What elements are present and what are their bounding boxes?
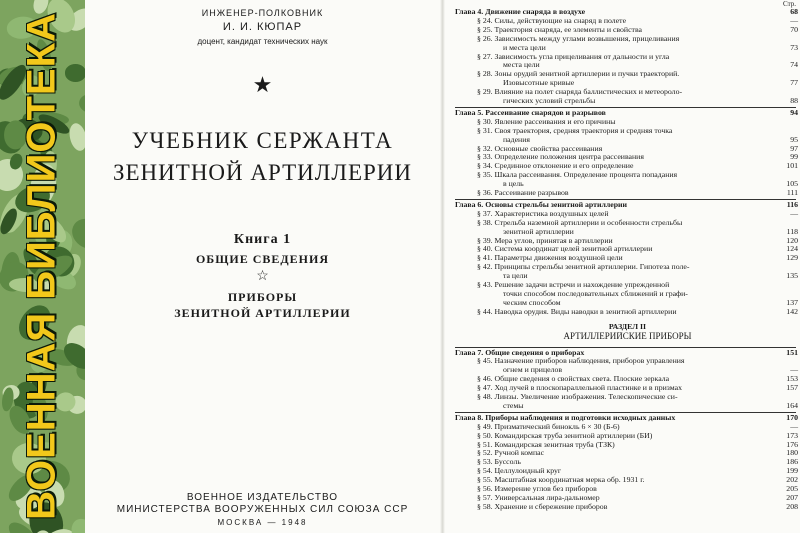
toc-text: § 56. Измерение углов без приборов <box>477 485 597 493</box>
toc-text: АРТИЛЛЕРИЙСКИЕ ПРИБОРЫ <box>563 331 692 340</box>
toc-page-number: 94 <box>790 107 798 117</box>
star-emblem-icon: ★ <box>252 72 273 97</box>
toc-text: РАЗДЕЛ II <box>608 322 647 331</box>
toc-divider <box>455 199 796 200</box>
publisher-line1: ВОЕННОЕ ИЗДАТЕЛЬСТВО <box>186 492 339 503</box>
toc-item <box>455 70 800 78</box>
toc-text: § 48. Линзы. Увеличение изображения. Телескопические си- <box>477 393 678 401</box>
toc-item <box>455 136 800 144</box>
toc-item <box>455 281 800 289</box>
toc-text: Глава 5. Рассеивание снарядов и разрывов <box>455 108 606 117</box>
toc-page-number: 70 <box>790 24 798 34</box>
toc-item <box>455 127 800 135</box>
toc-page-number: 164 <box>786 400 798 410</box>
toc-item <box>455 375 800 383</box>
toc-page-number: 129 <box>786 253 798 263</box>
toc-text: § 37. Характеристика воздушных целей <box>477 209 609 218</box>
toc-item <box>455 458 800 466</box>
toc-text: § 33. Определение положения центра рассеивания <box>477 153 644 162</box>
camo-blob <box>65 64 85 81</box>
toc-page-number: 173 <box>786 430 798 440</box>
toc-text: § 28. Зоны орудий зенитной артиллерии и пучки траекторий. <box>477 70 680 79</box>
toc-text: § 52. Ручной компас <box>477 449 545 458</box>
toc-page-number: — <box>790 208 798 218</box>
toc-section-heading <box>455 332 800 340</box>
author-degree: доцент, кандидат технических наук <box>197 37 328 46</box>
toc-divider <box>455 412 796 413</box>
toc-text: § 55. Масштабная координатная мерка обр. 1931 г. <box>477 476 645 485</box>
toc-text: § 45. Назначение приборов наблюдения, приборов управления <box>477 357 685 366</box>
toc-text: та цели <box>503 272 528 281</box>
toc-page-number: 74 <box>790 60 798 70</box>
toc-item <box>455 432 800 440</box>
toc-text: § 51. Командирская зенитная труба (ТЗК) <box>477 440 615 449</box>
toc-section-heading <box>455 323 800 331</box>
toc-page-number: 111 <box>786 188 798 197</box>
toc-text: § 29. Влияние на полет снаряда баллистических и метеороло- <box>477 88 683 97</box>
toc-page-number: 137 <box>786 297 798 307</box>
toc-divider <box>455 347 796 348</box>
toc-text: § 54. Целлулоидный круг <box>477 467 562 476</box>
toc-item <box>455 97 800 105</box>
toc-text: § 39. Мера углов, принятая в артиллерии <box>477 236 613 245</box>
toc-text: § 50. Командирская труба зенитной артиллерии (БИ) <box>477 431 653 440</box>
toc-item <box>455 118 800 126</box>
toc-page-number: — <box>790 15 798 25</box>
toc-item <box>455 441 800 449</box>
toc-item <box>455 402 800 410</box>
toc-text: § 31. Своя траектория, средняя траектория и средняя точка <box>477 126 673 135</box>
toc-item <box>455 53 800 61</box>
toc-item <box>455 503 800 511</box>
toc-text: Глава 7. Общие сведения о приборах <box>455 348 585 357</box>
toc-item <box>455 357 800 365</box>
camo-blob <box>78 93 85 114</box>
author-rank: ИНЖЕНЕР-ПОЛКОВНИК <box>201 8 324 18</box>
toc-page-number: 68 <box>790 7 798 16</box>
toc-item <box>455 79 800 87</box>
toc-item <box>455 189 800 197</box>
toc-item <box>455 384 800 392</box>
toc-item <box>455 88 800 96</box>
toc-page-number: 208 <box>786 501 798 511</box>
toc-item <box>455 449 800 457</box>
toc-page-number: 176 <box>786 439 798 449</box>
toc-chapter <box>455 109 800 117</box>
toc-page-number: 124 <box>786 244 798 254</box>
title-page <box>85 0 440 533</box>
toc-page-number: 135 <box>786 271 798 281</box>
toc-text: ческим способом <box>503 298 561 307</box>
toc-page-number: 205 <box>786 484 798 493</box>
toc-item <box>455 393 800 401</box>
toc-item <box>455 423 800 431</box>
toc-page-number: 77 <box>790 78 798 88</box>
subtitle-general: ОБЩИЕ СВЕДЕНИЯ <box>195 252 330 266</box>
toc-page-number: 101 <box>786 161 798 171</box>
toc-text: § 41. Параметры движения воздушной цели <box>477 254 623 263</box>
toc-text: Глава 6. Основы стрельбы зенитной артиллерии <box>455 200 628 209</box>
toc-text: в цель <box>503 180 524 189</box>
small-star-icon: ☆ <box>256 269 269 284</box>
toc-page-number: 157 <box>786 383 798 393</box>
toc-item <box>455 26 800 34</box>
toc-page-number: 99 <box>790 152 798 162</box>
banner-title: ВОЕННАЯ БИБЛИОТЕКА <box>19 12 64 520</box>
toc-text: § 32. Основные свойства рассеивания <box>477 144 603 153</box>
toc-item <box>455 299 800 307</box>
page-column-label: Стр. <box>783 0 796 8</box>
toc-page-number: 120 <box>786 235 798 245</box>
toc-item <box>455 494 800 502</box>
toc-chapter <box>455 201 800 209</box>
toc-item <box>455 308 800 316</box>
toc-text: § 42. Принципы стрельбы зенитной артиллерии. Гипотеза поле- <box>477 263 690 272</box>
toc-text: Глава 4. Движение снаряда в воздухе <box>455 8 586 16</box>
toc-text: § 46. Общие сведения о свойствах света. Плоские зеркала <box>477 375 670 384</box>
toc-text: гических условий стрельбы <box>503 97 596 105</box>
toc-item <box>455 171 800 179</box>
toc-item <box>455 237 800 245</box>
toc-item <box>455 263 800 271</box>
toc-text: стемы <box>503 401 524 410</box>
book-title-line2: ЗЕНИТНОЙ АРТИЛЛЕРИИ <box>112 160 413 185</box>
toc-item <box>455 162 800 170</box>
toc-text: § 25. Траектория снаряда, ее элементы и свойства <box>477 25 643 34</box>
toc-text: падения <box>503 135 530 144</box>
toc-page-number: 142 <box>786 306 798 316</box>
toc-text: § 40. Система координат целей зенитной артиллерии <box>477 245 653 254</box>
toc-text: § 24. Силы, действующие на снаряд в полете <box>477 16 627 25</box>
toc-text: точки способом последовательных сближений и графи- <box>503 289 688 298</box>
toc-chapter <box>455 349 800 357</box>
toc-item <box>455 180 800 188</box>
toc-item <box>455 210 800 218</box>
toc-page-number: — <box>790 365 798 375</box>
toc-item <box>455 228 800 236</box>
toc-page-number: — <box>790 421 798 431</box>
toc-page-number: 116 <box>786 199 798 209</box>
toc-divider <box>455 107 796 108</box>
toc-page-number: 170 <box>786 412 798 422</box>
toc-text: зенитной артиллерии <box>503 227 574 236</box>
toc-page-number: 97 <box>790 143 798 153</box>
toc-text: и места цели <box>503 43 546 52</box>
toc-item <box>455 272 800 280</box>
toc-item <box>455 485 800 493</box>
toc-chapter <box>455 8 800 16</box>
toc-item <box>455 476 800 484</box>
toc-item <box>455 61 800 69</box>
toc-page-number: 105 <box>786 179 798 189</box>
publisher-city-year: МОСКВА — 1948 <box>217 518 308 527</box>
toc-text: Изовысотные кривые <box>503 79 575 88</box>
toc-page-number: 180 <box>786 448 798 458</box>
toc-text: § 53. Буссоль <box>477 458 521 467</box>
toc-page-number: 199 <box>786 466 798 476</box>
toc-item <box>455 366 800 374</box>
toc-text: § 35. Шкала рассеивания. Определение процента попадания <box>477 171 678 180</box>
book-number: Книга 1 <box>233 232 292 247</box>
toc-text: § 44. Наводка орудия. Виды наводки в зенитной артиллерии <box>477 307 677 316</box>
toc-page-number: 186 <box>786 457 798 467</box>
toc-text: Глава 8. Приборы наблюдения и подготовки исходных данных <box>455 413 676 422</box>
toc-page-number: 202 <box>786 475 798 485</box>
toc-text: огнем и прицелов <box>503 366 563 375</box>
toc-text: § 36. Рассеивание разрывов <box>477 189 569 197</box>
toc-page-number: 95 <box>790 134 798 144</box>
toc-text: § 34. Срединное отклонение и его определение <box>477 162 634 171</box>
toc-item <box>455 245 800 253</box>
toc-text: § 38. Стрельба наземной артиллерии и особенности стрельбы <box>477 218 683 227</box>
camouflage-banner <box>0 0 85 533</box>
toc-chapter <box>455 414 800 422</box>
toc-item <box>455 254 800 262</box>
toc-item <box>455 153 800 161</box>
toc-text: § 49. Призматический бинокль 6 × 30 (Б-6) <box>477 422 620 431</box>
subtitle-instruments: ПРИБОРЫ <box>227 290 298 304</box>
book-title-line1: УЧЕБНИК СЕРЖАНТА <box>131 128 394 153</box>
subtitle-artillery: ЗЕНИТНОЙ АРТИЛЛЕРИИ <box>174 306 351 320</box>
toc-page-number: 151 <box>786 347 798 357</box>
camo-blob <box>67 122 85 153</box>
toc-item <box>455 44 800 52</box>
toc-text: § 27. Зависимость угла прицеливания от дальности и угла <box>477 52 670 61</box>
toc-text: § 30. Явление рассеивания и его причины <box>477 117 616 126</box>
table-of-contents-page <box>445 0 800 533</box>
toc-item <box>455 145 800 153</box>
toc-text: § 58. Хранение и сбережение приборов <box>477 502 608 511</box>
toc-item <box>455 467 800 475</box>
toc-page-number: 207 <box>786 492 798 502</box>
toc-item <box>455 35 800 43</box>
toc-page-number: 88 <box>790 96 798 105</box>
toc-page-number: 153 <box>786 374 798 384</box>
toc-text: § 26. Зависимость между углами возвышения, прицеливания <box>477 34 680 43</box>
author-name: И. И. КЮПАР <box>222 21 303 33</box>
publisher-line2: МИНИСТЕРСТВА ВООРУЖЕННЫХ СИЛ СОЮЗА ССР <box>116 504 409 515</box>
toc-text: § 43. Решение задачи встречи и нахождение упрежденной <box>477 281 670 289</box>
toc-text: места цели <box>503 61 540 70</box>
toc-item <box>455 219 800 227</box>
toc-text: § 57. Универсальная лира-дальномер <box>477 493 600 502</box>
toc-item <box>455 290 800 298</box>
toc-text: § 47. Ход лучей в плоскопараллельной пластинке и в призмах <box>477 384 682 393</box>
toc-page-number: 118 <box>786 226 798 236</box>
toc-item <box>455 17 800 25</box>
toc-page-number: 73 <box>790 42 798 52</box>
